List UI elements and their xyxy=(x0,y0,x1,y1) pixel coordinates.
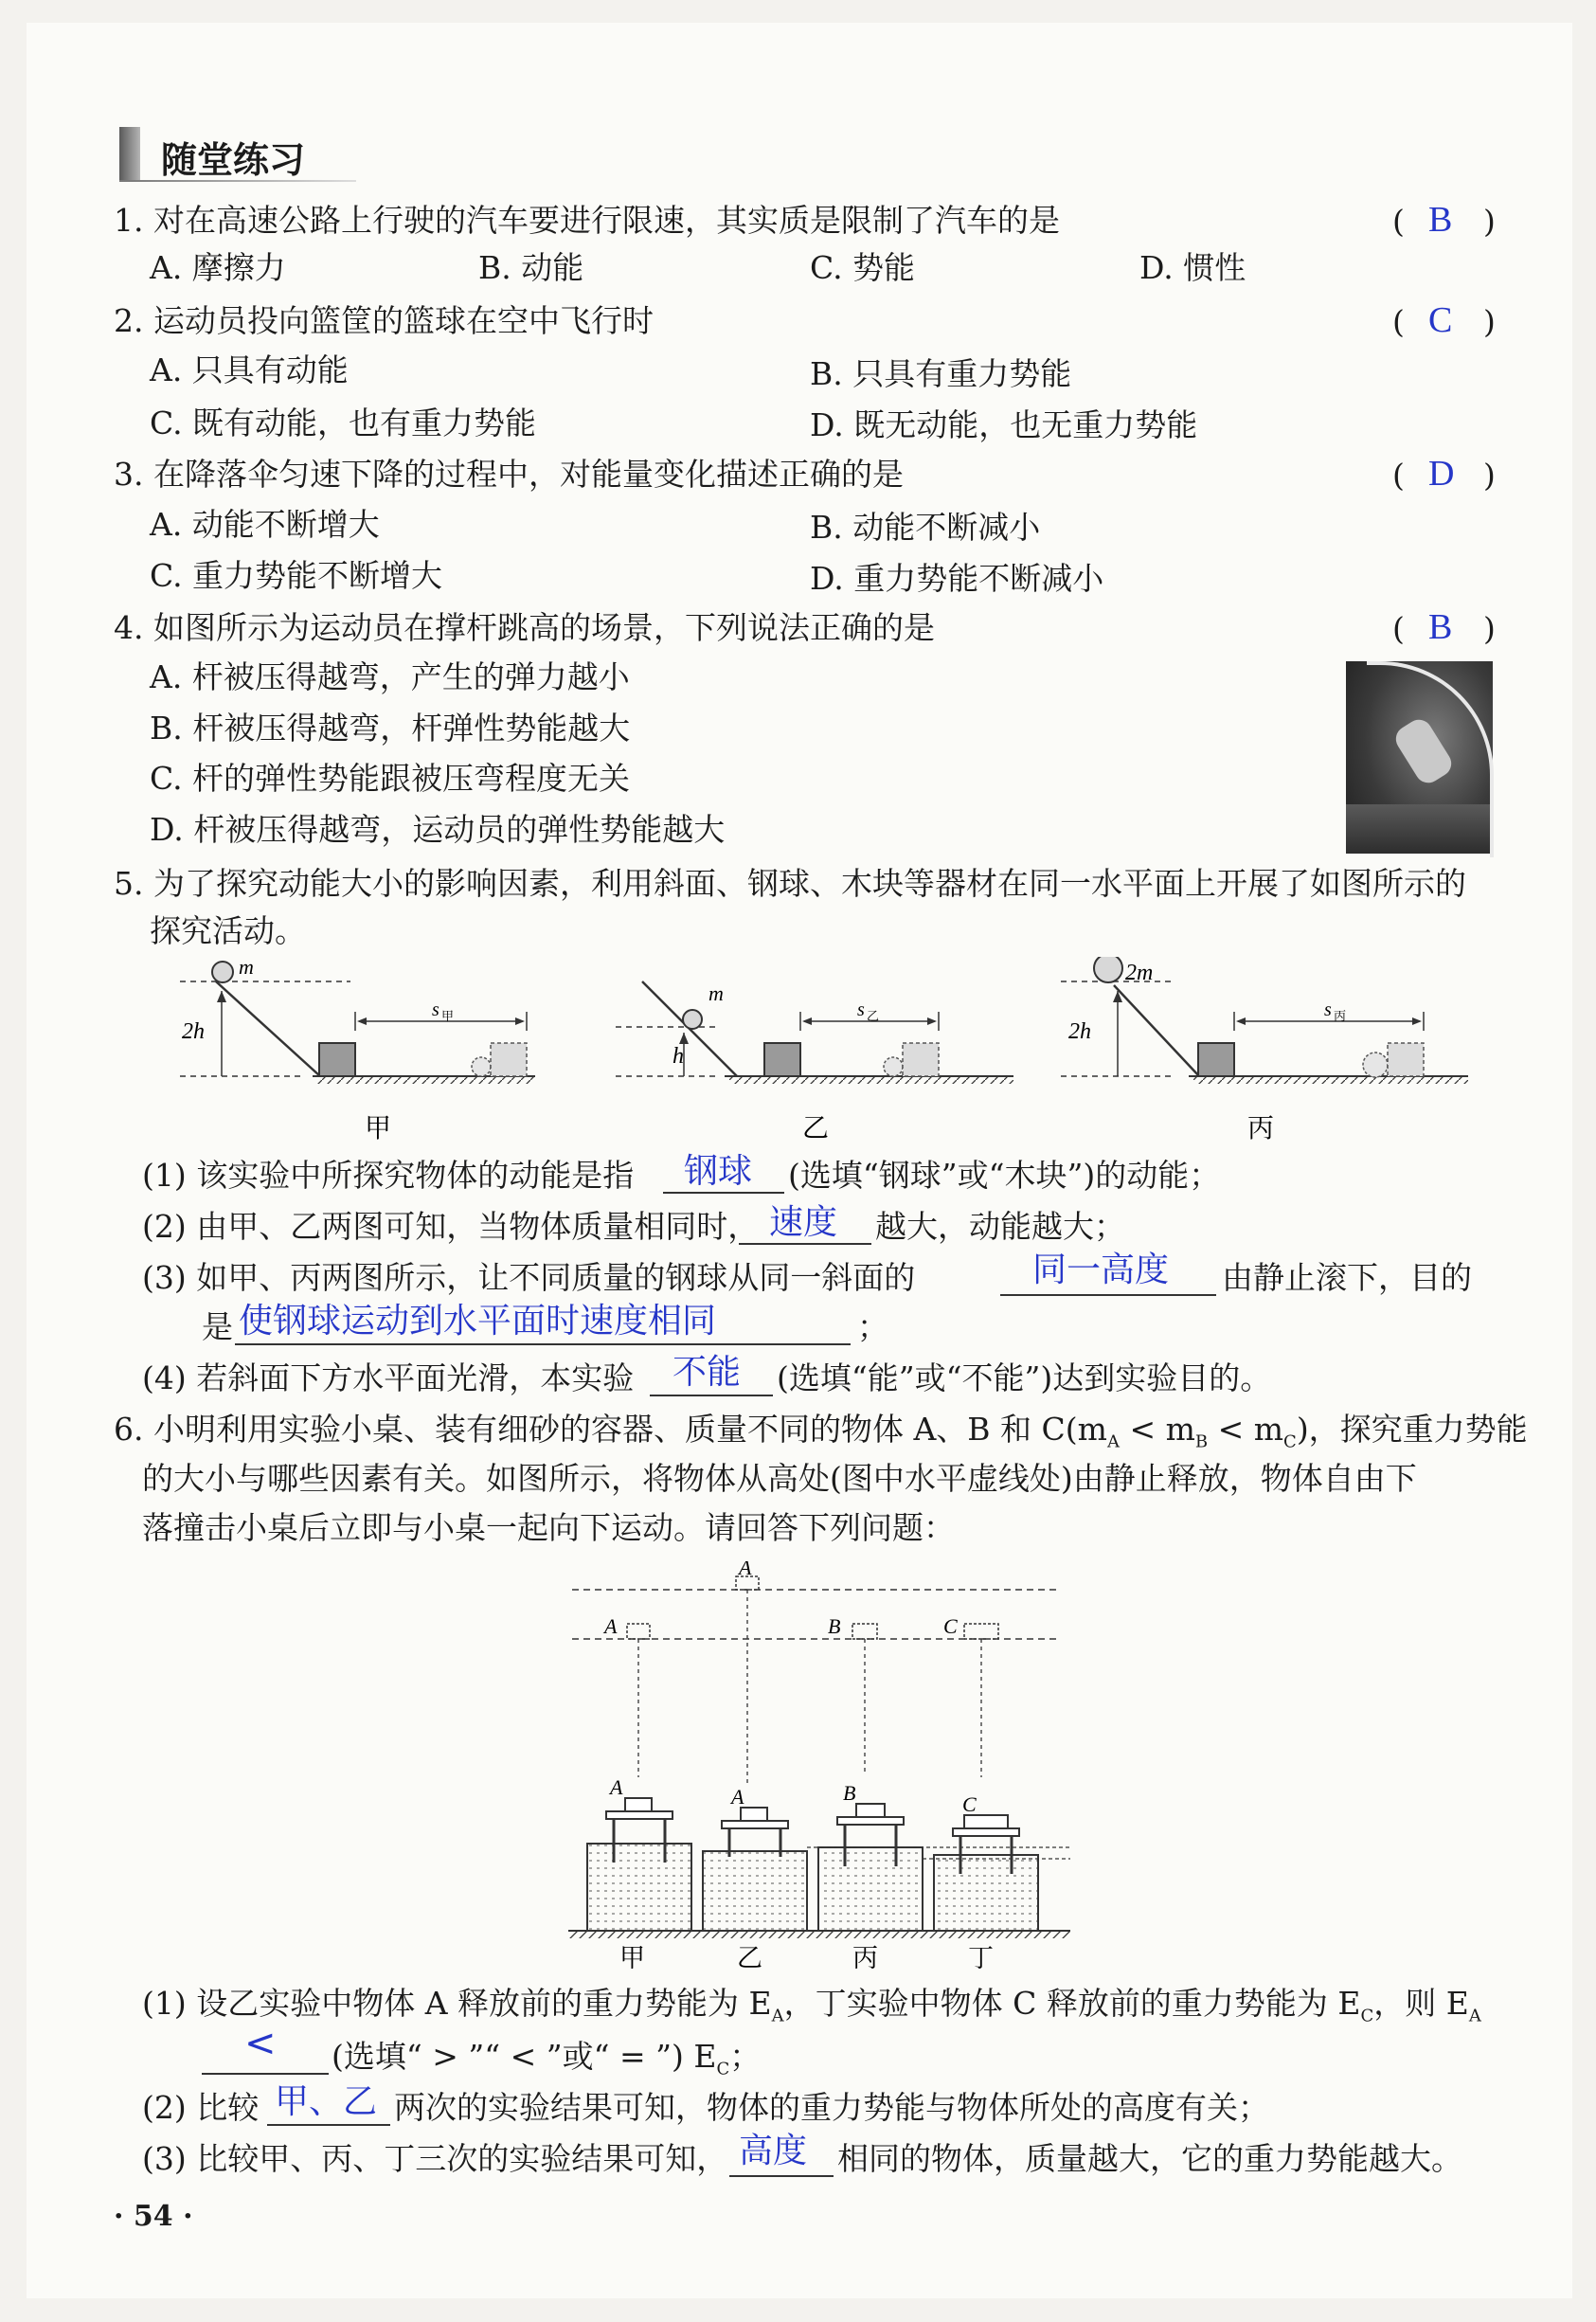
q5-sub3-answer: 同一高度 xyxy=(1032,1251,1170,1289)
q5-sub1-answer: 钢球 xyxy=(684,1152,753,1191)
jia-height-label: 2h xyxy=(182,1019,205,1044)
q1-answer: B xyxy=(1428,200,1453,240)
q6-sub2-suffix: 两次的实验结果可知，物体的重力势能与物体所处的高度有关； xyxy=(394,2089,1269,2126)
section-title: 随堂练习 xyxy=(161,139,306,181)
q2-option-d: D. 既无动能，也无重力势能 xyxy=(810,406,1198,443)
q1-option-a: A. 摩擦力 xyxy=(150,249,286,286)
q4-answer: B xyxy=(1428,607,1453,647)
q6-sub3-answer: 高度 xyxy=(739,2132,808,2170)
q1-option-b: B. 动能 xyxy=(478,249,584,286)
q6-sub2-answer: 甲、乙 xyxy=(275,2082,378,2121)
q4-option-c: C. 杆的弹性势能跟被压弯程度无关 xyxy=(150,760,631,797)
q5-sub3-line2-answer: 使钢球运动到水平面时速度相同 xyxy=(239,1302,717,1341)
figure-bing xyxy=(1061,957,1468,1084)
q5-sub4-answer: 不能 xyxy=(672,1353,742,1392)
page-number: · 54 · xyxy=(114,2200,193,2233)
q4-stem: 4. 如图所示为运动员在撑杆跳高的场景，下列说法正确的是 xyxy=(114,609,935,646)
q4-option-d: D. 杆被压得越弯，运动员的弹性势能越大 xyxy=(150,811,726,848)
title-marker xyxy=(119,127,140,180)
q5-stem-line2: 探究活动。 xyxy=(150,912,306,949)
q3-stem: 3. 在降落伞匀速下降的过程中，对能量变化描述正确的是 xyxy=(114,456,904,493)
q2-option-b: B. 只具有重力势能 xyxy=(810,355,1072,392)
jia-figure-caption: 甲 xyxy=(365,1114,392,1143)
q5-sub2-answer: 速度 xyxy=(769,1203,838,1242)
table-label-jia: A xyxy=(610,1775,623,1799)
q2-option-a: A. 只具有动能 xyxy=(150,351,349,388)
q6-stem-line2: 的大小与哪些因素有关。如图所示，将物体从高处(图中水平虚线处)由静止释放，物体自由下 xyxy=(142,1460,1417,1497)
q2-option-c: C. 既有动能，也有重力势能 xyxy=(150,405,537,441)
q5-sub3-prefix: (3) 如甲、丙两图所示，让不同质量的钢球从同一斜面的 xyxy=(142,1259,916,1296)
yi-mass-label: m xyxy=(708,981,724,1005)
q6-stem-line3: 落撞击小桌后立即与小桌一起向下运动。请回答下列问题： xyxy=(142,1509,955,1546)
q5-sub3-line2-prefix: 是 xyxy=(202,1308,233,1345)
bing-distance-label: s xyxy=(1324,999,1332,1020)
table-label-ding: C xyxy=(962,1792,977,1816)
yi-figure-caption: 乙 xyxy=(802,1114,830,1143)
release-label-b: B xyxy=(828,1614,841,1638)
bing-figure-caption: 丙 xyxy=(1247,1114,1275,1143)
q6-sub1-line1: (1) 设乙实验中物体 A 释放前的重力势能为 $E_A$，丁实验中物体 C 释放前的重力势能为 $E_C$，则 $E_A$ xyxy=(142,1985,1481,2026)
q5-sub4-suffix: (选填“能”或“不能”)达到实验目的。 xyxy=(777,1359,1272,1396)
q6-sub3-suffix: 相同的物体，质量越大，它的重力势能越大。 xyxy=(837,2140,1462,2177)
kinetic-energy-figure xyxy=(170,957,1478,1151)
pole-vault-photo xyxy=(1346,661,1493,854)
q3-option-b: B. 动能不断减小 xyxy=(810,509,1041,546)
q1-option-d: D. 惯性 xyxy=(1139,249,1246,286)
q5-sub4-prefix: (4) 若斜面下方水平面光滑，本实验 xyxy=(142,1359,635,1396)
yi-distance-sub: 乙 xyxy=(867,1009,880,1023)
bing-height-label: 2h xyxy=(1068,1019,1091,1044)
caption-yi: 乙 xyxy=(737,1944,762,1969)
q2-answer: C xyxy=(1428,300,1453,340)
table-label-yi: A xyxy=(731,1785,744,1809)
q5-sub3-suffix: 由静止滚下，目的 xyxy=(1222,1259,1472,1296)
q3-option-c: C. 重力势能不断增大 xyxy=(150,557,443,594)
q5-stem-line1: 5. 为了探究动能大小的影响因素，利用斜面、钢球、木块等器材在同一水平面上开展了如图所示的 xyxy=(114,865,1466,902)
q5-sub3-line2-suffix: ； xyxy=(857,1308,888,1345)
q6-sub3-prefix: (3) 比较甲、丙、丁三次的实验结果可知， xyxy=(142,2140,728,2177)
q1-option-c: C. 势能 xyxy=(810,249,916,286)
q5-sub1-suffix: (选填“钢球”或“木块”)的动能； xyxy=(788,1157,1221,1194)
top-release-label-a: A xyxy=(739,1561,752,1579)
q1-answer-paren: ( xyxy=(1392,203,1405,240)
q5-sub1-prefix: (1) 该实验中所探究物体的动能是指 xyxy=(142,1157,635,1194)
caption-jia: 甲 xyxy=(619,1944,645,1969)
q6-sub2-prefix: (2) 比较 xyxy=(142,2089,260,2126)
yi-height-label: h xyxy=(672,1044,684,1069)
q6-sub1-line2: (选填“ > ”“ < ”或“ = ”) $E_C$； xyxy=(332,2038,762,2079)
release-label-a: A xyxy=(604,1614,618,1638)
table-label-bing: B xyxy=(843,1781,856,1805)
caption-ding: 丁 xyxy=(968,1944,994,1969)
q4-option-a: A. 杆被压得越弯，产生的弹力越小 xyxy=(150,658,630,695)
bing-mass-label: 2m xyxy=(1125,961,1154,985)
q3-answer: D xyxy=(1428,454,1455,494)
q2-stem: 2. 运动员投向篮筐的篮球在空中飞行时 xyxy=(114,302,654,339)
caption-bing: 丙 xyxy=(852,1944,878,1969)
q6-sub1-answer: < xyxy=(244,2022,277,2065)
jia-distance-sub: 甲 xyxy=(441,1009,455,1023)
jia-distance-label: s xyxy=(432,999,439,1020)
q5-sub2-suffix: 越大，动能越大； xyxy=(875,1208,1125,1245)
bing-distance-sub: 丙 xyxy=(1334,1009,1347,1023)
q1-stem: 1. 对在高速公路上行驶的汽车要进行限速，其实质是限制了汽车的是 xyxy=(114,202,1060,239)
figure-jia xyxy=(180,962,535,1084)
q6-stem-line1: 6. 小明利用实验小桌、装有细砂的容器、质量不同的物体 A、B 和 $C(m_A < m_B < m_C)$，探究重力势能 xyxy=(114,1411,1528,1452)
q4-option-b: B. 杆被压得越弯，杆弹性势能越大 xyxy=(150,710,631,747)
q5-sub2-prefix: (2) 由甲、乙两图可知，当物体质量相同时， xyxy=(142,1208,760,1245)
jia-mass-label: m xyxy=(239,957,254,979)
release-label-c: C xyxy=(943,1614,958,1638)
potential-energy-figure xyxy=(559,1561,1089,1969)
yi-distance-label: s xyxy=(857,999,865,1020)
q3-option-d: D. 重力势能不断减小 xyxy=(810,560,1104,597)
q3-option-a: A. 动能不断增大 xyxy=(150,506,380,543)
